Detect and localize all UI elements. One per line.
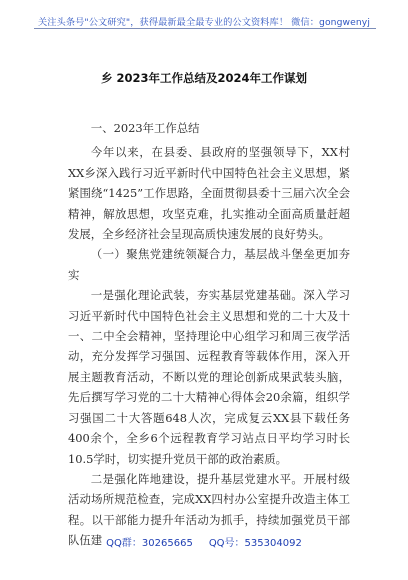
document-body: [68, 118, 350, 551]
page-header-note: 关注头条号"公文研究"，获得最新最全最专业的公文资料库！ 微信：gongwenyj: [38, 17, 370, 28]
paragraph: 二是强化阵地建设，提升基层党建水平。开展村级活动场所规范检查，完成XX四村办公室提升改造主体工程。以干部能力提升年活动为抓手，持续加强党员干部队伍建: [68, 471, 350, 548]
page-footer: [0, 534, 408, 549]
document-title: 乡 2023年工作总结及2024年工作谋划: [100, 71, 308, 85]
qq-group-text: QQ群：30265665: [106, 538, 193, 549]
paragraph: 一是强化理论武装，夯实基层党建基础。深入学习习近平新时代中国特色社会主义思想和党的二十大及十一、二中全会精神，坚持理论中心组学习和周三夜学活动，充分发挥学习强国、远程教育等载体作用，深入开展主题教育活动，不断以党的理论创新成果武装头脑，先后撰写学习党的二十大精神心得体会20余篇，组织学习强国二十大答题648人次，完成复云XX县下载任务400余个，全乡6个远程教育学习站点日平均学习时长10.5学时，切实提升党员干部的政治素质。: [68, 288, 350, 466]
qq-number-text: QQ号：535304092: [208, 538, 302, 549]
paragraph: 今年以来，在县委、县政府的坚强领导下，XX村XX乡深入践行习近平新时代中国特色社会主义思想，紧紧围绕“1425”工作思路，全面贯彻县委十三届六次全会精神，解放思想，攻坚克难，扎实推动全面高质量赶超发展，全乡经济社会呈现高质快速发展的良好势头。: [68, 145, 350, 242]
subsection-heading: （一）聚焦党建统领凝合力，基层战斗堡垒更加夯实: [68, 247, 350, 282]
header-divider: [34, 28, 376, 29]
section-heading: 一、2023年工作总结: [90, 121, 200, 135]
